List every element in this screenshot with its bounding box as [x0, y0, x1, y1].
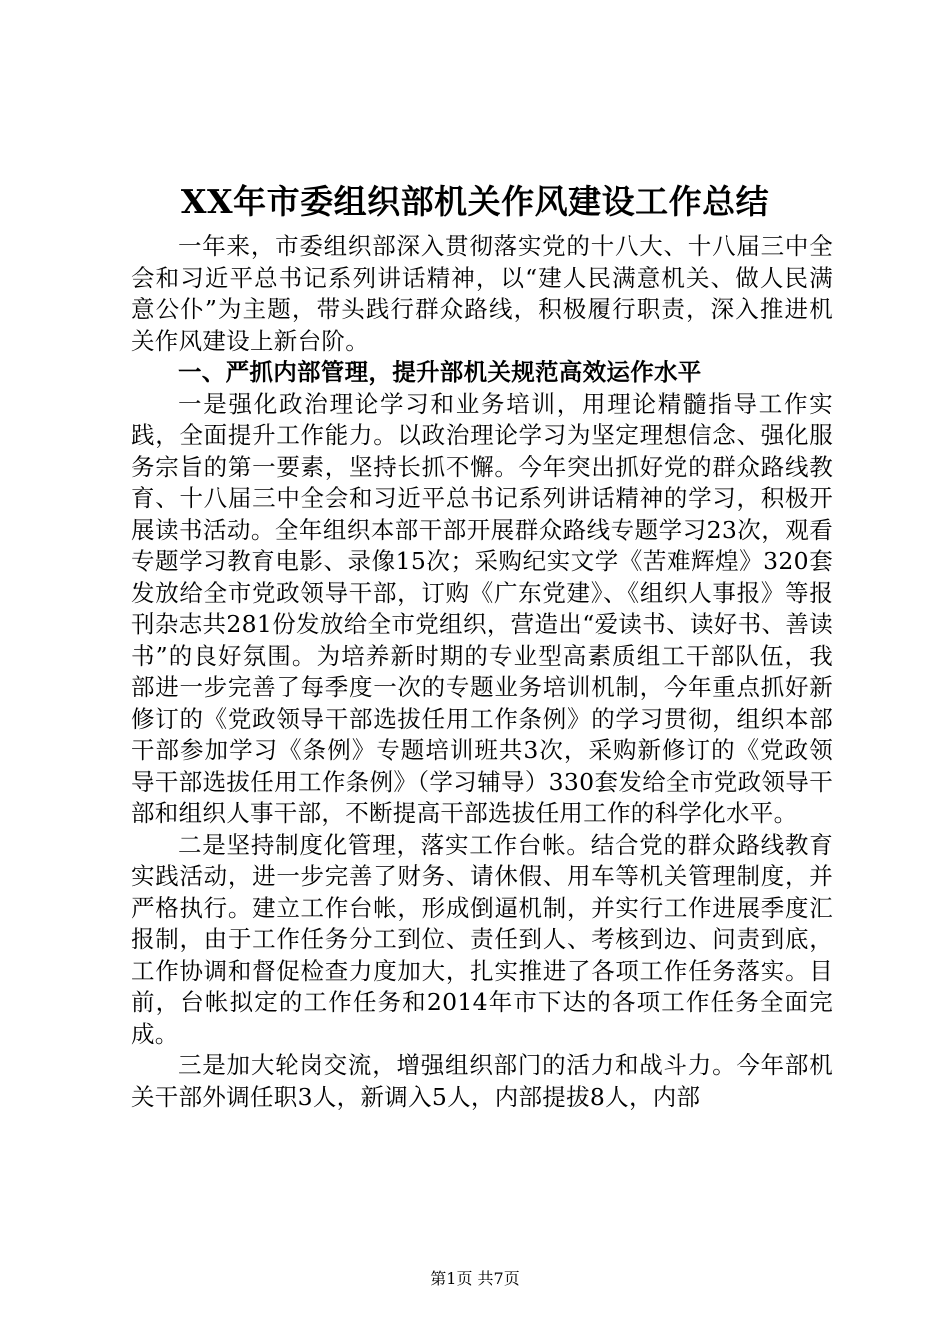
point-paragraph-2: 二是坚持制度化管理，落实工作台帐。结合党的群众路线教育实践活动，进一步完善了财务、请休假、用车等机关管理制度，并严格执行。建立工作台帐，形成倒逼机制，并实行工作进展季度汇报制，由于工作任务分工到位、责任到人、考核到边、问责到底，工作协调和督促检查力度加大，扎实推进了各项工作任务落实。目前，台帐拟定的工作任务和2014年市下达的各项工作任务全面完成。	[131, 830, 833, 1048]
document-body	[131, 231, 833, 1113]
document-title: XX年市委组织部机关作风建设工作总结	[180, 182, 770, 221]
point-paragraph-3: 三是加大轮岗交流，增强组织部门的活力和战斗力。今年部机关干部外调任职3人，新调入5人，内部提拔8人，内部	[131, 1051, 833, 1111]
page-footer: 第1页 共7页	[430, 1269, 520, 1288]
intro-paragraph: 一年来，市委组织部深入贯彻落实党的十八大、十八届三中全会和习近平总书记系列讲话精神，以“建人民满意机关、做人民满意公仆”为主题，带头践行群众路线，积极履行职责，深入推进机关作风建设上新台阶。	[131, 232, 833, 355]
section-heading-1: 一、严抓内部管理，提升部机关规范高效运作水平	[178, 358, 702, 386]
point-paragraph-1: 一是强化政治理论学习和业务培训，用理论精髓指导工作实践，全面提升工作能力。以政治理论学习为坚定理想信念、强化服务宗旨的第一要素，坚持长抓不懈。今年突出抓好党的群众路线教育、十八届三中全会和习近平总书记系列讲话精神的学习，积极开展读书活动。全年组织本部干部开展群众路线专题学习23次，观看专题学习教育电影、录像15次；采购纪实文学《苦难辉煌》320套发放给全市党政领导干部，订购《广东党建》、《组织人事报》等报刊杂志共281份发放给全市党组织，营造出“爱读书、读好书、善读书”的良好氛围。为培养新时期的专业型高素质组工干部队伍，我部进一步完善了每季度一次的专题业务培训机制，今年重点抓好新修订的《党政领导干部选拔任用工作条例》的学习贯彻，组织本部干部参加学习《条例》专题培训班共3次，采购新修订的《党政领导干部选拔任用工作条例》（学习辅导）330套发给全市党政领导干部和组织人事干部，不断提高干部选拔任用工作的科学化水平。	[131, 389, 833, 827]
